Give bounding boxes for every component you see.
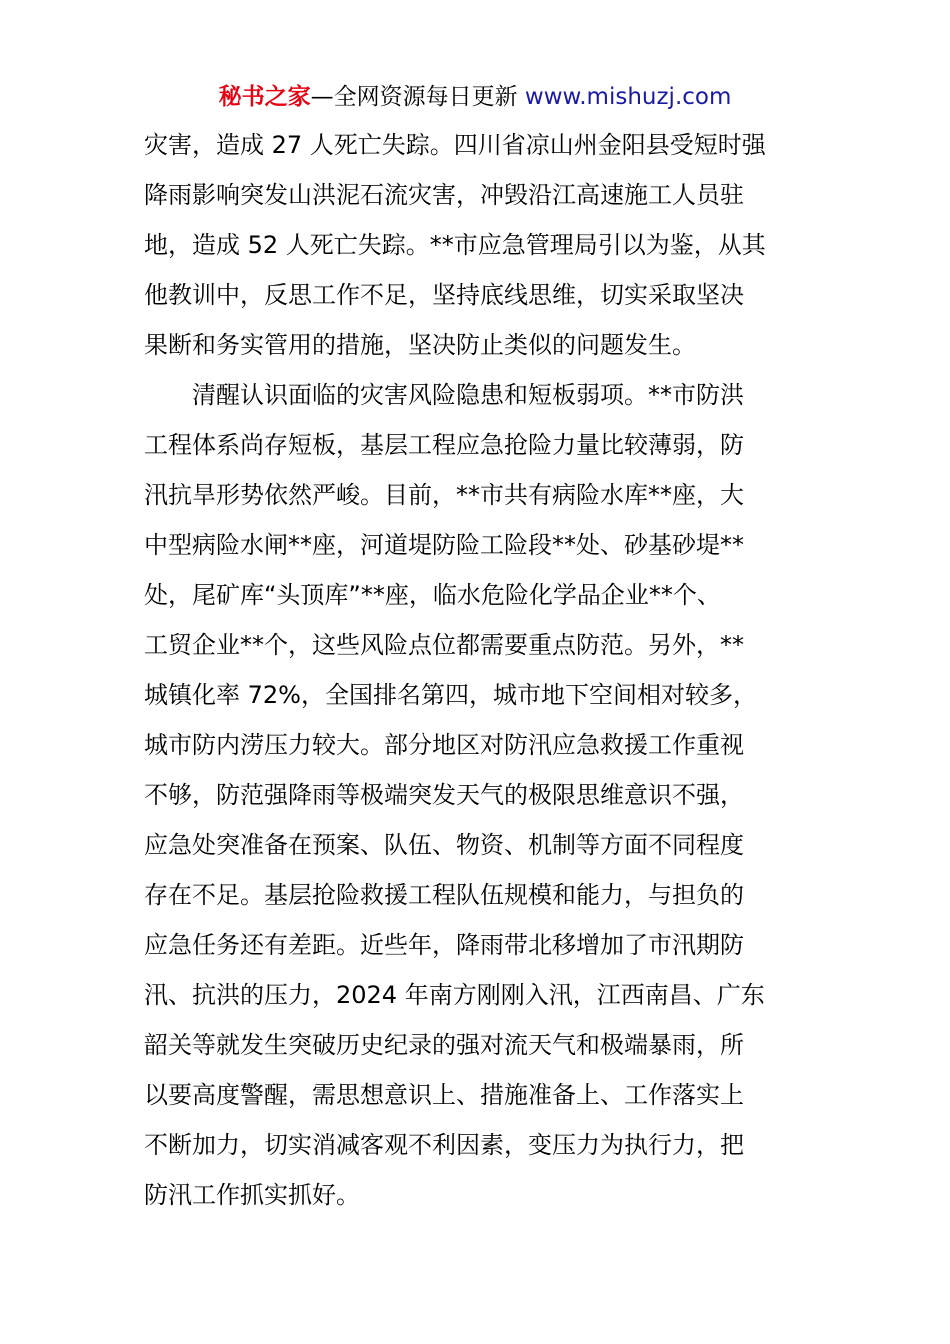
- text-line: 韶关等就发生突破历史纪录的强对流天气和极端暴雨，所: [144, 1031, 744, 1059]
- text-line: 存在不足。基层抢险救援工程队伍规模和能力，与担负的: [144, 881, 744, 909]
- text-line: 灾害，造成 27 人死亡失踪。四川省凉山州金阳县受短时强: [144, 131, 766, 159]
- text-line: 应急处突准备在预案、队伍、物资、机制等方面不同程度: [144, 831, 744, 859]
- brand-name: 秘书之家: [218, 84, 311, 110]
- text-line: 汛抗旱形势依然严峻。目前，**市共有病险水库**座，大: [144, 481, 744, 509]
- text-line: 防汛工作抓实抓好。: [144, 1181, 360, 1209]
- page-header: [0, 80, 950, 114]
- text-line: 城镇化率 72%，全国排名第四，城市地下空间相对较多，: [144, 681, 757, 709]
- text-line: 他教训中，反思工作不足，坚持底线思维，切实采取坚决: [144, 281, 744, 309]
- text-line: 处，尾矿库“头顶库”**座，临水危险化学品企业**个、: [144, 581, 721, 609]
- text-line: 清醒认识面临的灾害风险隐患和短板弱项。**市防洪: [192, 381, 744, 409]
- paragraph: [144, 120, 808, 370]
- text-line: 城市防内涝压力较大。部分地区对防汛应急救援工作重视: [144, 731, 744, 759]
- text-line: 降雨影响突发山洪泥石流灾害，冲毁沿江高速施工人员驻: [144, 181, 744, 209]
- text-line: 工贸企业**个，这些风险点位都需要重点防范。另外，**: [144, 631, 744, 659]
- text-line: 果断和务实管用的措施，坚决防止类似的问题发生。: [144, 331, 696, 359]
- text-line: 不够，防范强降雨等极端突发天气的极限思维意识不强，: [144, 781, 744, 809]
- text-line: 应急任务还有差距。近些年，降雨带北移增加了市汛期防: [144, 931, 744, 959]
- site-url-link[interactable]: www.mishuzj.com: [524, 84, 732, 110]
- text-line: 以要高度警醒，需思想意识上、措施准备上、工作落实上: [144, 1081, 744, 1109]
- text-line: 中型病险水闸**座，河道堤防险工险段**处、砂基砂堤**: [144, 531, 744, 559]
- text-line: 工程体系尚存短板，基层工程应急抢险力量比较薄弱，防: [144, 431, 744, 459]
- text-line: 地，造成 52 人死亡失踪。**市应急管理局引以为鉴，从其: [144, 231, 766, 259]
- text-line: 汛、抗洪的压力，2024 年南方刚刚入汛，江西南昌、广东: [144, 981, 765, 1009]
- text-line: 不断加力，切实消减客观不利因素，变压力为执行力，把: [144, 1131, 744, 1159]
- header-tagline: —全网资源每日更新: [310, 84, 525, 110]
- paragraph: [144, 370, 808, 1220]
- document-body: [144, 120, 808, 1220]
